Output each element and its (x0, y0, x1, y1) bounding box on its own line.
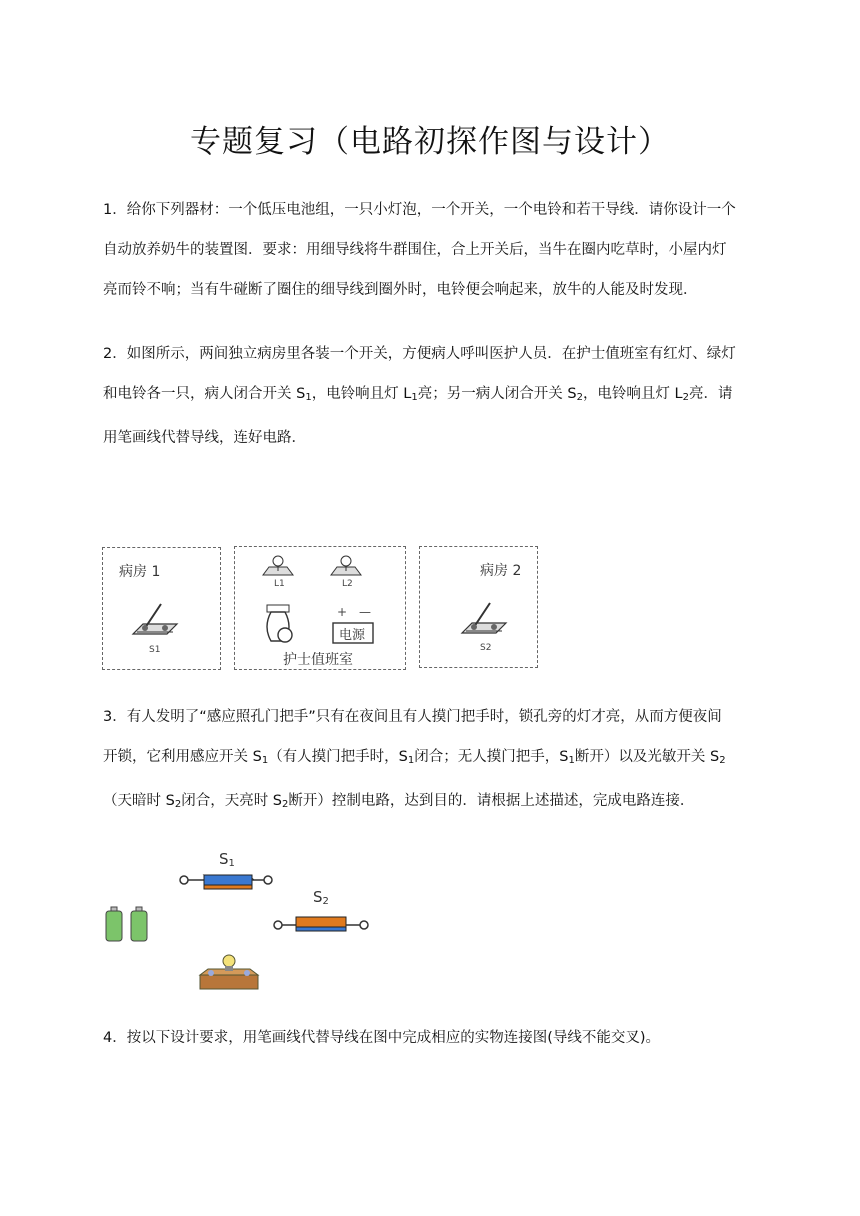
question-3 (103, 697, 763, 825)
lamp-l2-label: L2 (342, 579, 353, 589)
q2-line-3: 用笔画线代替导线，连好电路． (103, 430, 306, 446)
question-2 (103, 334, 763, 458)
q2-line-1: 2．如图所示，两间独立病房里各装一个开关，方便病人呼叫医护人员．在护士值班室有红灯、绿灯 (103, 346, 736, 362)
ward-2-box (419, 546, 538, 668)
switch-s2-label: $S_2$ (313, 888, 329, 907)
power-source-label: 电源 (339, 628, 366, 643)
ward-1-s1-label: S1 (149, 645, 161, 655)
lamp-l1-icon (263, 556, 293, 575)
ward-1-box (102, 547, 221, 670)
q1-line-3: 亮而铃不响；当有牛碰断了圈住的细导线到圈外时，电铃便会响起来，放牛的人能及时发现． (103, 282, 698, 298)
switch-s1-icon (180, 875, 272, 889)
lamp-l2-icon (331, 556, 361, 575)
q3-figure (100, 845, 400, 1005)
bulb-icon (200, 955, 258, 989)
power-minus-label: — (359, 605, 371, 619)
question-1 (103, 190, 763, 310)
q4-line-1: 4．按以下设计要求，用笔画线代替导线在图中完成相应的实物连接图(导线不能交叉)。 (103, 1030, 661, 1046)
q3-line-3: （天暗时 $S_2$闭合，天亮时 $S_2$断开）控制电路，达到目的．请根据上述描述，完成电路连接． (103, 793, 695, 810)
power-plus-label: + (337, 605, 348, 619)
q1-line-1: 1．给你下列器材：一个低压电池组，一只小灯泡，一个开关，一个电铃和若干导线．请你设计一个 (103, 202, 736, 218)
q3-line-2: 开锁，它利用感应开关 $S_1$（有人摸门把手时，$S_1$闭合；无人摸门把手，$S_1$断开）以及光敏开关 $S_2$ (103, 749, 726, 766)
bell-icon (267, 605, 292, 642)
q2-line-2: 和电铃各一只，病人闭合开关 $S_1$，电铃响且灯 $L_1$亮；另一病人闭合开关 $S_2$，电铃响且灯 $L_2$亮．请 (103, 386, 733, 403)
question-4 (103, 1018, 763, 1058)
ward-2-label: 病房 2 (480, 563, 522, 579)
battery-icon (106, 907, 147, 941)
ward-1-label: 病房 1 (119, 564, 161, 580)
ward-2-s2-label: S2 (480, 643, 492, 653)
q1-line-2: 自动放养奶牛的装置图．要求：用细导线将牛群围住，合上开关后，当牛在圈内吃草时，小屋内灯 (103, 242, 727, 258)
nurse-station-box (234, 546, 406, 670)
ward-1-switch-icon (103, 548, 222, 671)
lamp-l1-label: L1 (274, 579, 285, 589)
switch-s2-icon (274, 917, 368, 931)
nurse-station-label: 护士值班室 (283, 652, 353, 668)
switch-s1-label: $S_1$ (219, 850, 235, 869)
q3-line-1: 3．有人发明了“感应照孔门把手”只有在夜间且有人摸门把手时，锁孔旁的灯才亮，从而方便夜间 (103, 709, 722, 725)
page-title: 专题复习（电路初探作图与设计） (190, 124, 670, 160)
